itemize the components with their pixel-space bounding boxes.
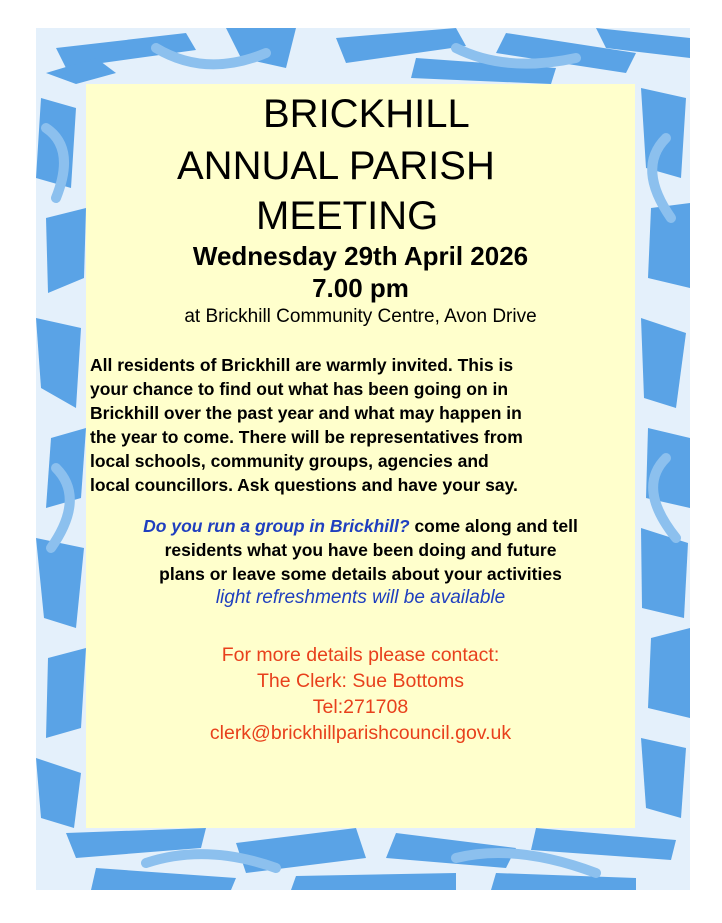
group-invitation [86,514,635,610]
refreshments-note: light refreshments will be available [215,587,506,608]
meeting-venue: at Brickhill Community Centre, Avon Drive [184,306,537,327]
group-line-2: residents what you have been doing and future [164,540,557,560]
meeting-time: 7.00 pm [312,273,409,303]
contact-name: The Clerk: Sue Bottoms [257,670,464,692]
poster-content-panel [86,84,635,828]
intro-line: your chance to find out what has been going on in [90,379,509,399]
intro-line: local schools, community groups, agencies and [90,451,489,471]
contact-email: clerk@brickhillparishcouncil.gov.uk [209,722,512,744]
contact-block [86,642,635,746]
title-line-2: ANNUAL PARISH [177,144,495,188]
intro-line: All residents of Brickhill are warmly invited. This is [90,355,514,375]
intro-line: the year to come. There will be representatives from [90,427,523,447]
meeting-date: Wednesday 29th April 2026 [192,241,529,271]
group-line-1-rest: come along and tell [409,516,578,536]
group-line-1 [86,514,635,538]
title-line-1: BRICKHILL [263,92,470,136]
intro-line: Brickhill over the past year and what may happen in [90,403,522,423]
intro-paragraph [90,353,635,497]
intro-line: local councillors. Ask questions and have your say. [90,475,518,495]
group-line-3: plans or leave some details about your activities [159,564,562,584]
group-question: Do you run a group in Brickhill? [143,516,410,536]
title-line-3: MEETING [256,194,439,238]
contact-tel: Tel:271708 [312,696,409,718]
contact-heading: For more details please contact: [221,644,500,666]
